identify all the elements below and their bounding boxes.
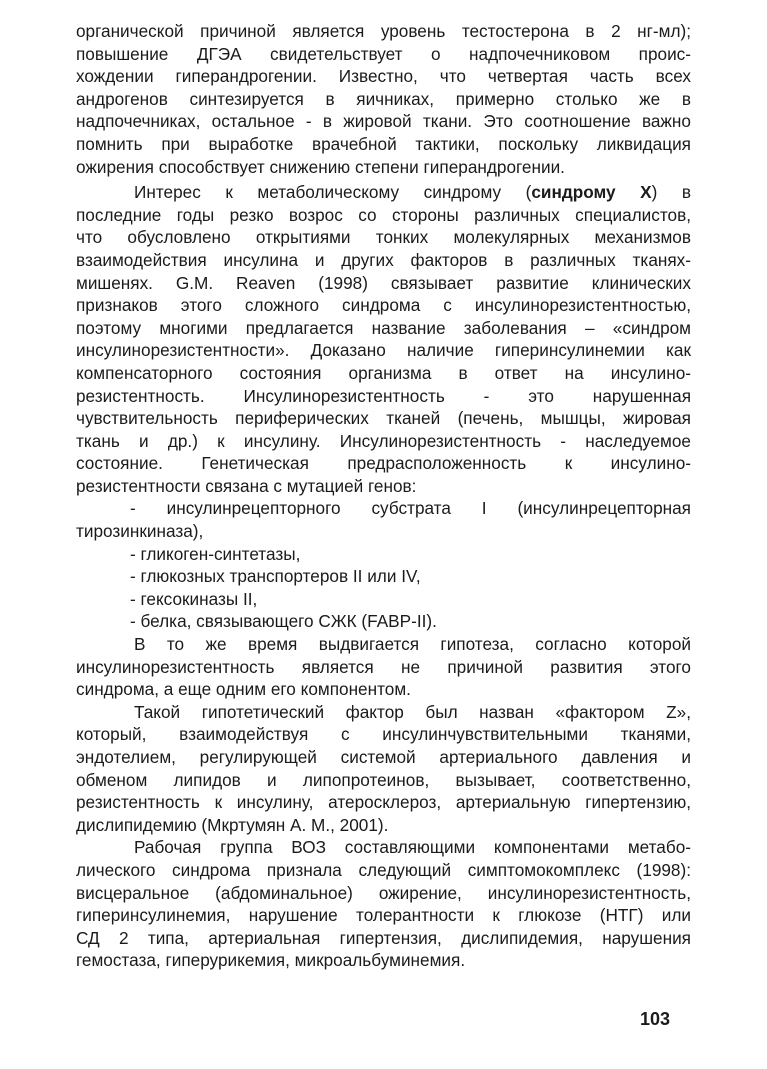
text-line: - инсулинрецепторного субстрата I (инсулинрецепторная (130, 498, 691, 519)
text-line: - гликоген-синтетазы, (130, 543, 301, 564)
text-line: последние годы резко возрос со стороны различных специалистов, (76, 204, 691, 225)
text-line: резистентность к инсулину, атеросклероз, артериальную гипертензию, (76, 792, 691, 813)
text-line: резистентность. Инсулинорезистентность - это нарушенная (76, 385, 691, 406)
text-line: дислипидемию (Мкртумян А. М., 2001). (76, 814, 389, 835)
text-line: состояние. Генетическая предрасположенность к инсулино- (76, 453, 691, 474)
text-line: повышение ДГЭА свидетельствует о надпочечниковом проис- (76, 43, 691, 64)
text-line: - глюкозных транспортеров II или IV, (130, 566, 421, 587)
bold-term: синдрому Х (531, 182, 652, 203)
text-line: гемостаза, гиперурикемия, микроальбуминемия. (76, 950, 466, 971)
text-line: инсулинорезистентности». Доказано наличие гиперинсулинемии как (76, 340, 691, 361)
text-line: резистентности связана с мутацией генов: (76, 475, 417, 496)
text-line: органической причиной является уровень тестостерона в 2 нг-мл); (76, 21, 691, 41)
text-line: гиперинсулинемия, нарушение толерантности к глюкозе (НТГ) или (76, 905, 691, 926)
text-segment: Интерес к метаболическому синдрому ( (134, 182, 532, 203)
text-line: взаимодействия инсулина и других факторов в различных тканях- (76, 249, 691, 270)
text-line: признаков этого сложного синдрома с инсулинорезистентностью, (76, 295, 691, 316)
page-text (76, 20, 691, 972)
text-line: надпочечниках, остальное - в жировой ткани. Это соотношение важно (76, 111, 691, 132)
page-number: 103 (640, 1009, 671, 1029)
text-line: тирозинкиназа), (76, 521, 204, 542)
text-line (76, 181, 691, 204)
text-line: поэтому многими предлагается название заболевания – «синдром (76, 317, 691, 338)
text-line: лического синдрома признала следующий симптомокомплекс (1998): (76, 859, 691, 880)
text-line: В то же время выдвигается гипотеза, согласно которой (134, 634, 691, 655)
text-line: мишенях. G.M. Reaven (1998) связывает развитие клинических (76, 272, 691, 293)
text-line: Рабочая группа ВОЗ составляющими компонентами метабо- (134, 837, 691, 858)
text-line: Такой гипотетический фактор был назван «фактором Z», (134, 701, 691, 722)
text-line: который, взаимодействуя с инсулинчувствительными тканями, (76, 724, 691, 745)
text-line: что обусловлено открытиями тонких молекулярных механизмов (76, 227, 691, 248)
text-segment: ) в (651, 182, 691, 203)
text-line: андрогенов синтезируется в яичниках, примерно столько же в (76, 88, 691, 109)
text-line: - белка, связывающего СЖК (FABP-II). (130, 611, 437, 632)
text-line: хождении гиперандрогении. Известно, что четвертая часть всех (76, 66, 691, 87)
text-line: эндотелием, регулирующей системой артериального давления и (76, 747, 691, 767)
text-line: висцеральное (абдоминальное) ожирение, инсулинорезистентность, (76, 882, 691, 903)
text-line: ткань и др.) к инсулину. Инсулинорезистентность - наследуемое (76, 430, 691, 451)
text-line: обменом липидов и липопротеинов, вызывает, соответственно, (76, 769, 691, 790)
text-line: помнить при выработке врачебной тактики, поскольку ликвидация (76, 133, 691, 154)
text-line: - гексокиназы II, (130, 588, 258, 609)
text-line: ожирения способствует снижению степени гиперандрогении. (76, 156, 565, 177)
text-line: СД 2 типа, артериальная гипертензия, дислипидемия, нарушения (76, 927, 691, 948)
text-line: инсулинорезистентность является не причиной развития этого (76, 656, 691, 677)
text-line: компенсаторного состояния организма в ответ на инсулино- (76, 362, 691, 383)
text-line: чувствительность периферических тканей (печень, мышцы, жировая (76, 408, 691, 429)
text-line: синдрома, а еще одним его компонентом. (76, 679, 411, 700)
